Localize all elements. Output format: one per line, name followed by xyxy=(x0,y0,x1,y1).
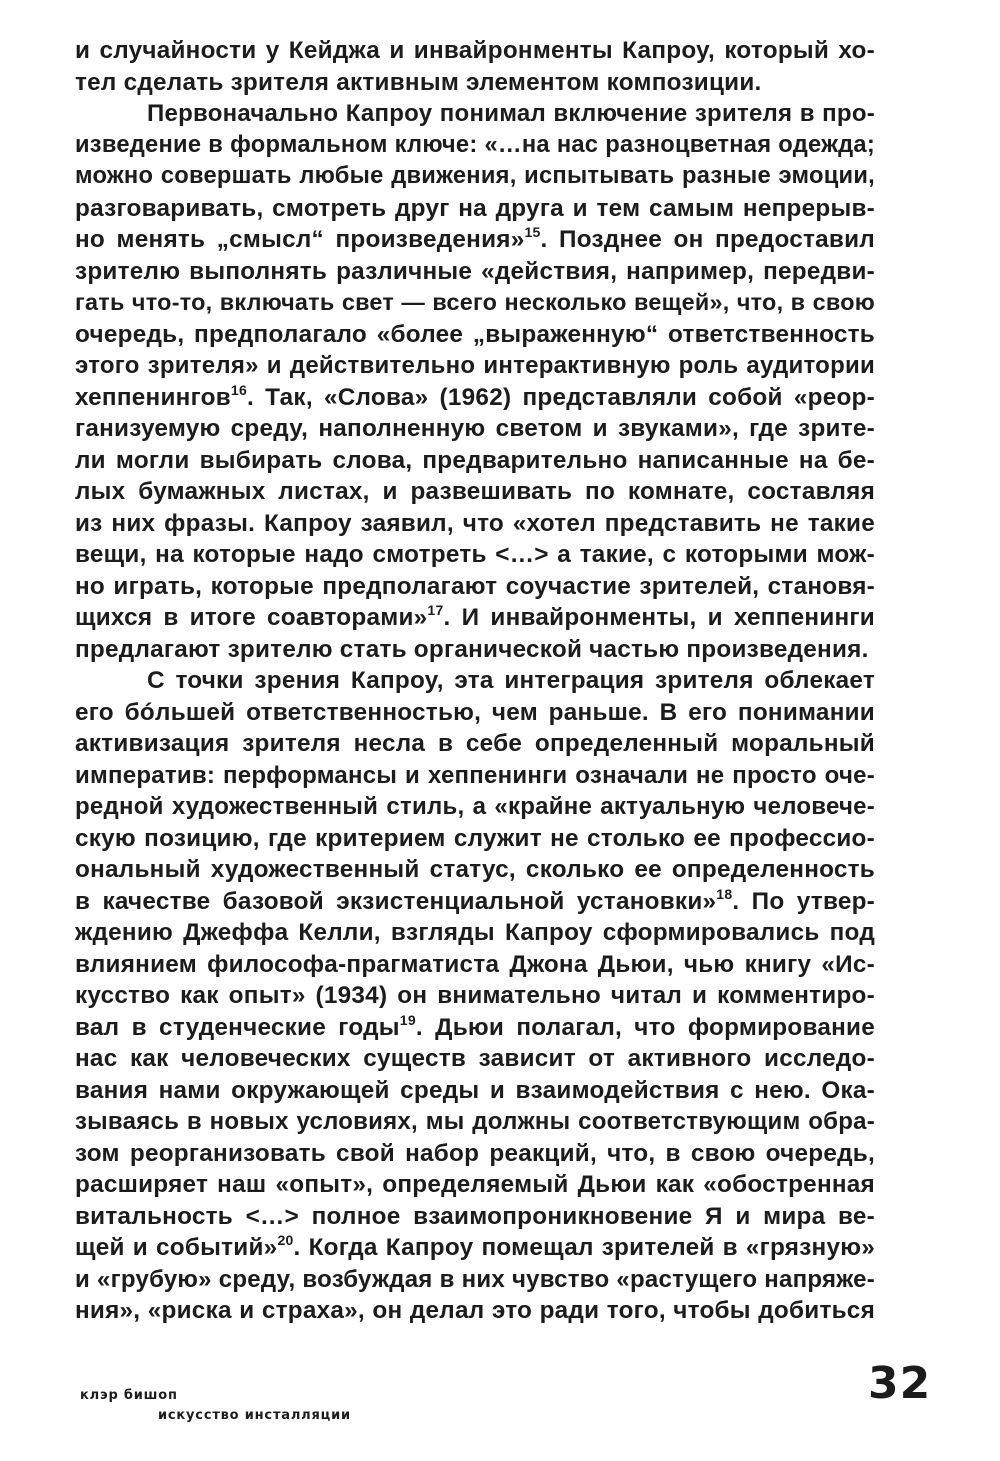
line-text: щей и событий» xyxy=(75,1234,278,1261)
line-text: и случайности у Кейджа и инвайронменты Капроу, который хо- xyxy=(75,37,875,64)
text-line xyxy=(75,1106,875,1138)
text-line xyxy=(75,98,875,130)
text-line xyxy=(75,1075,875,1107)
line-text: витальность <…> полное взаимопроникновение Я и мира ве- xyxy=(75,1202,875,1230)
line-text: из них фразы. Капроу заявил, что «хотел представить не такие xyxy=(75,509,875,537)
text-line xyxy=(75,854,875,886)
line-text: хеппенингов xyxy=(75,383,231,411)
text-line xyxy=(75,161,875,193)
footnote-ref: 19 xyxy=(399,1011,416,1028)
line-text: ждению Джеффа Келли, взгляды Капроу сформировались под xyxy=(75,919,875,946)
page-number: 32 xyxy=(868,1358,932,1409)
line-text: императив: перформансы и хеппенинги означали не просто оче- xyxy=(75,761,875,789)
line-text: расширяет наш «опыт», определяемый Дьюи как «обостренная xyxy=(75,1171,875,1198)
footnote-ref: 20 xyxy=(277,1232,294,1248)
footnote-ref: 18 xyxy=(716,885,733,902)
text-line xyxy=(75,1138,875,1170)
text-line xyxy=(75,1232,875,1264)
text-line xyxy=(75,445,875,477)
text-line xyxy=(75,319,875,351)
line-text-continued: . Позднее он предоставил xyxy=(540,226,875,253)
text-line xyxy=(75,1012,875,1044)
line-text: тел сделать зрителя активным элементом композиции. xyxy=(75,68,762,96)
line-text: ния», «риска и страха», он делал это ради того, чтобы добиться xyxy=(75,1297,875,1324)
text-line xyxy=(75,634,875,666)
text-line xyxy=(75,1264,875,1296)
text-line xyxy=(75,1295,875,1327)
line-text: и «грубую» среду, возбуждая в них чувство «растущего напряже- xyxy=(75,1265,875,1293)
text-line xyxy=(75,1043,875,1075)
footnote-ref: 16 xyxy=(230,381,247,398)
text-line xyxy=(75,350,875,382)
line-text: влиянием философа-прагматиста Джона Дьюи, чью книгу «Ис- xyxy=(75,950,875,978)
line-text: Первоначально Капроу понимал включение зрителя в про- xyxy=(147,100,875,127)
line-text: но менять „смысл“ произведения» xyxy=(75,226,525,253)
line-text: ли могли выбирать слова, предварительно написанные на бе- xyxy=(75,446,875,474)
text-line xyxy=(75,760,875,792)
text-line xyxy=(75,791,875,823)
text-line xyxy=(75,413,875,445)
text-line xyxy=(75,917,875,949)
line-text: этого зрителя» и действительно интерактивную роль аудитории xyxy=(75,352,875,379)
text-line xyxy=(75,1169,875,1201)
line-text: щихся в итоге соавторами» xyxy=(75,604,428,631)
line-text: изведение в формальном ключе: «…на нас разноцветная одежда; xyxy=(75,131,875,158)
line-text: редной художественный стиль, а «крайне актуальную человече- xyxy=(75,793,875,820)
line-text: зом реорганизовать свой набор реакций, что, в свою очередь, xyxy=(75,1139,875,1167)
line-text: но играть, которые предполагают соучастие зрителей, становя- xyxy=(75,572,875,600)
text-line xyxy=(75,728,875,760)
text-line xyxy=(75,193,875,225)
line-text-continued: . По утвер- xyxy=(732,887,876,915)
text-line xyxy=(75,35,875,67)
line-text: ональный художественный статус, сколько ее определенность xyxy=(75,856,875,883)
text-line xyxy=(75,224,875,256)
text-line xyxy=(75,949,875,981)
running-footer-author: клэр бишоп xyxy=(80,1388,178,1403)
line-text: вещи, на которые надо смотреть <…> а такие, с которыми мож- xyxy=(75,541,875,568)
text-line xyxy=(75,508,875,540)
line-text-continued: . Так, «Слова» (1962) представляли собой «реор- xyxy=(246,383,875,411)
footnote-ref: 17 xyxy=(427,602,444,618)
text-line xyxy=(75,602,875,634)
line-text: нас как человеческих существ зависит от активного исследо- xyxy=(75,1045,875,1072)
text-line xyxy=(75,67,875,99)
text-line xyxy=(75,823,875,855)
line-text: кусство как опыт» (1934) он внимательно читал и комментиро- xyxy=(75,982,875,1009)
text-line xyxy=(75,130,875,162)
line-text: скую позицию, где критерием служит не столько ее профессио- xyxy=(75,824,875,852)
text-line xyxy=(75,1201,875,1233)
text-line xyxy=(75,256,875,288)
line-text: зрителю выполнять различные «действия, например, передви- xyxy=(75,257,875,285)
line-text: в качестве базовой экзистенциальной установки» xyxy=(75,887,717,915)
line-text: активизация зрителя несла в себе определенный моральный xyxy=(75,730,875,757)
line-text-continued: . Когда Капроу помещал зрителей в «грязную» xyxy=(293,1234,875,1261)
text-line xyxy=(75,886,875,918)
text-line xyxy=(75,382,875,414)
line-text: очередь, предполагало «более „выраженную“ ответственность xyxy=(75,320,875,348)
line-text: его бóльшей ответственностью, чем раньше. В его понимании xyxy=(75,698,875,726)
line-text: вал в студенческие годы xyxy=(75,1013,400,1041)
line-text-continued: . Дьюи полагал, что формирование xyxy=(415,1013,875,1041)
running-footer-book-title: искусство инсталляции xyxy=(158,1408,351,1423)
text-line xyxy=(75,287,875,319)
text-line xyxy=(75,571,875,603)
text-line xyxy=(75,539,875,571)
line-text: гать что-то, включать свет — всего несколько вещей», что, в свою xyxy=(75,289,875,315)
line-text: разговаривать, смотреть друг на друга и тем самым непрерыв- xyxy=(75,194,875,222)
line-text: лых бумажных листах, и развешивать по комнате, составляя xyxy=(75,478,875,505)
line-text: вания нами окружающей среды и взаимодействия с нею. Ока- xyxy=(75,1076,875,1104)
footnote-ref: 15 xyxy=(524,224,541,240)
text-line xyxy=(75,476,875,508)
body-text xyxy=(75,35,875,1327)
text-line xyxy=(75,665,875,697)
line-text: предлагают зрителю стать органической частью произведения. xyxy=(75,635,869,663)
text-line xyxy=(75,697,875,729)
line-text: можно совершать любые движения, испытывать разные эмоции, xyxy=(75,163,875,189)
line-text: С точки зрения Капроу, эта интеграция зрителя облекает xyxy=(147,667,875,694)
line-text: ганизуемую среду, наполненную светом и звуками», где зрите- xyxy=(75,415,875,442)
line-text-continued: . И инвайронменты, и хеппенинги xyxy=(443,604,875,631)
line-text: зываясь в новых условиях, мы должны соответствующим обра- xyxy=(75,1108,875,1135)
text-line xyxy=(75,980,875,1012)
